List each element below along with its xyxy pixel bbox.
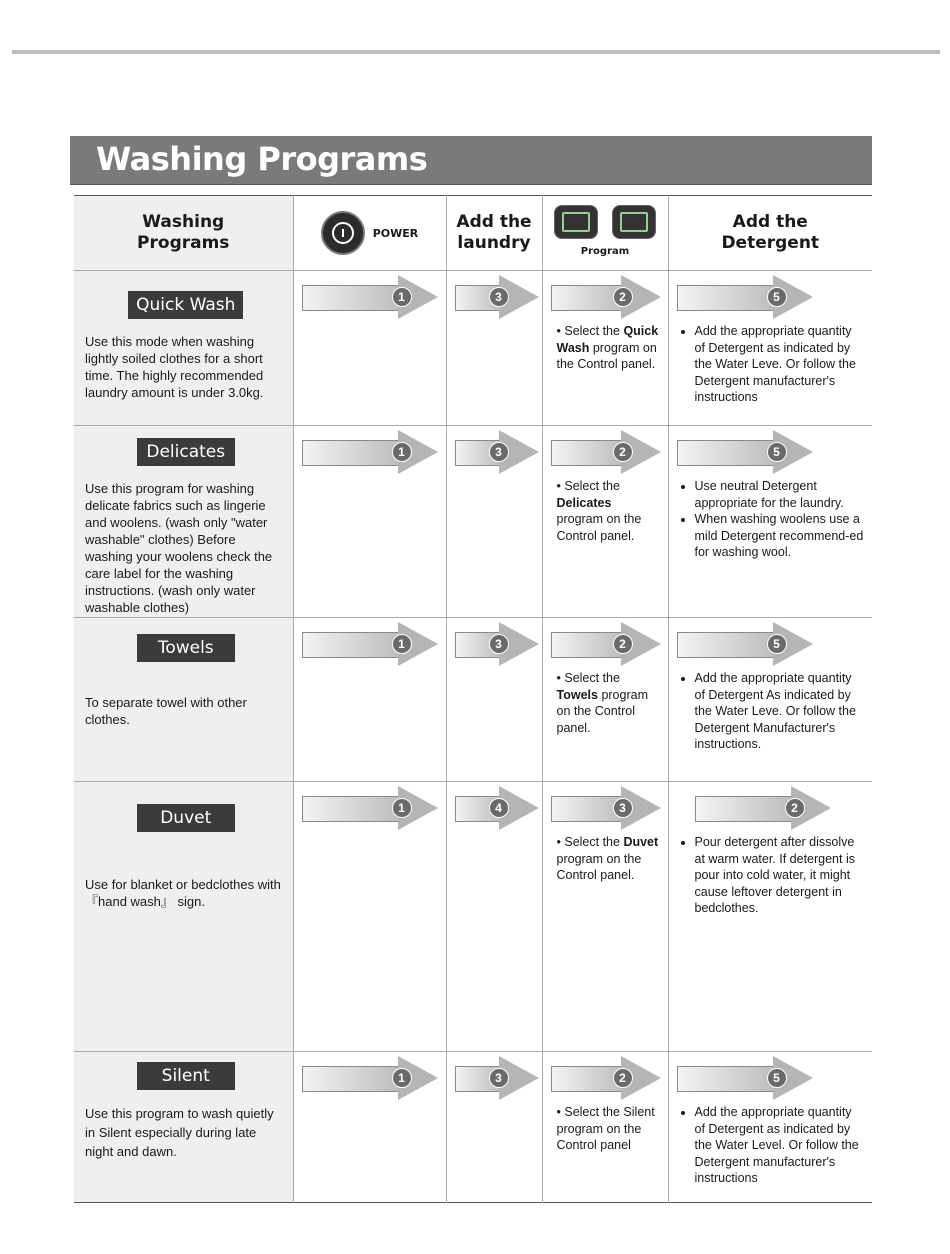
step-number: 5 (767, 287, 787, 307)
step-number: 2 (613, 287, 633, 307)
step-number: 2 (613, 1068, 633, 1088)
program-name-badge: Quick Wash (128, 291, 243, 319)
laundry-step-cell (446, 782, 542, 1052)
program-row (74, 782, 872, 1052)
program-row (74, 618, 872, 782)
detergent-step-cell (668, 271, 872, 426)
power-step-cell (293, 618, 446, 782)
program-cell (74, 782, 293, 1052)
program-step-cell (542, 782, 668, 1052)
header-washing-programs: Washing Programs (74, 196, 293, 271)
detergent-note: • Use neutral Detergent appropriate for the laundry. (695, 478, 865, 511)
program-cell (74, 618, 293, 782)
step-arrow (677, 430, 815, 474)
detergent-note: • Pour detergent after dissolve at warm water. If detergent is pour into cold water, it might cause leftover detergent in bedclothes. (695, 834, 865, 917)
step-arrow (695, 786, 833, 830)
laundry-step-cell (446, 618, 542, 782)
program-name-badge: Duvet (137, 804, 235, 832)
step-arrow (677, 275, 815, 319)
step-arrow (302, 622, 440, 666)
power-step-cell (293, 426, 446, 618)
select-instruction: • Select the Towels program on the Control panel. (556, 671, 648, 735)
program-name-badge: Silent (137, 1062, 235, 1090)
step-number: 3 (489, 634, 509, 654)
step-number: 3 (489, 442, 509, 462)
program-cell (74, 1052, 293, 1203)
step-number: 2 (785, 798, 805, 818)
select-instruction: • Select the Duvet program on the Control panel. (556, 835, 659, 882)
power-step-cell (293, 271, 446, 426)
step-number: 1 (392, 798, 412, 818)
header-add-laundry: Add the laundry (446, 196, 542, 271)
header-program (542, 196, 668, 271)
step-number: 2 (613, 634, 633, 654)
program-name-badge: Delicates (137, 438, 235, 466)
program-label: Program (580, 245, 630, 257)
header-add-detergent: Add the Detergent (668, 196, 872, 271)
step-number: 4 (489, 798, 509, 818)
step-number: 3 (489, 1068, 509, 1088)
step-arrow (551, 786, 663, 830)
header-row (74, 196, 872, 271)
program-1-icon (554, 205, 598, 239)
power-step-cell (293, 782, 446, 1052)
program-description: Use this program for washing delicate fabrics such as lingerie and woolens. (wash only "water washable" clothes) Before washing your woolens check the care label for the washing instructions. (wash only water washable clothes) (85, 481, 273, 615)
power-step-cell (293, 1052, 446, 1203)
step-arrow (677, 622, 815, 666)
page-title: Washing Programs (96, 140, 428, 178)
step-arrow (551, 1056, 663, 1100)
program-row (74, 1052, 872, 1203)
step-arrow (551, 430, 663, 474)
laundry-step-cell (446, 271, 542, 426)
detergent-step-cell (668, 1052, 872, 1203)
step-arrow (455, 275, 539, 319)
power-label: POWER (372, 226, 419, 240)
step-arrow (455, 622, 539, 666)
step-arrow (302, 786, 440, 830)
step-arrow (677, 1056, 815, 1100)
detergent-note: • Add the appropriate quantity of Detergent As indicated by the Water Leve. Or follow the Detergent Manufacturer's instructions. (695, 670, 865, 753)
detergent-note: • Add the appropriate quantity of Detergent as indicated by the Water Leve. Or follow the Detergent manufacturer's instructions (695, 323, 865, 406)
detergent-note: • When washing woolens use a mild Detergent recommend-ed for washing wool. (695, 511, 865, 561)
top-rule (12, 50, 940, 54)
program-description: Use this program to wash quietly in Silent especially during late night and dawn. (85, 1106, 274, 1159)
step-number: 1 (392, 287, 412, 307)
detergent-note: • Add the appropriate quantity of Detergent as indicated by the Water Level. Or follow the Detergent manufacturer's instructions (695, 1104, 865, 1187)
title-banner (70, 136, 872, 184)
step-arrow (551, 275, 663, 319)
step-arrow (302, 275, 440, 319)
program-cell (74, 426, 293, 618)
program-cell (74, 271, 293, 426)
detergent-step-cell (668, 782, 872, 1052)
laundry-step-cell (446, 426, 542, 618)
detergent-step-cell (668, 426, 872, 618)
program-description: Use for blanket or bedclothes with 『hand wash』 sign. (85, 877, 281, 909)
program-step-cell (542, 426, 668, 618)
program-row (74, 426, 872, 618)
program-2-icon (612, 205, 656, 239)
step-arrow (302, 430, 440, 474)
program-description: Use this mode when washing lightly soiled clothes for a short time. The highly recommended laundry amount is under 3.0kg. (85, 334, 264, 400)
step-number: 5 (767, 1068, 787, 1088)
step-arrow (455, 1056, 539, 1100)
program-step-cell (542, 1052, 668, 1203)
program-row (74, 271, 872, 426)
program-description: To separate towel with other clothes. (85, 695, 247, 727)
step-number: 1 (392, 442, 412, 462)
step-arrow (302, 1056, 440, 1100)
step-arrow (455, 430, 539, 474)
step-number: 3 (613, 798, 633, 818)
step-number: 1 (392, 1068, 412, 1088)
step-number: 5 (767, 634, 787, 654)
programs-table (74, 195, 872, 1203)
select-instruction: • Select the Quick Wash program on the Control panel. (556, 324, 659, 371)
select-instruction: • Select the Silent program on the Control panel (556, 1105, 655, 1152)
header-power (293, 196, 446, 271)
program-step-cell (542, 618, 668, 782)
step-arrow (551, 622, 663, 666)
step-number: 5 (767, 442, 787, 462)
step-number: 1 (392, 634, 412, 654)
laundry-step-cell (446, 1052, 542, 1203)
select-instruction: • Select the Delicates program on the Control panel. (556, 479, 642, 543)
step-number: 3 (489, 287, 509, 307)
program-step-cell (542, 271, 668, 426)
program-name-badge: Towels (137, 634, 235, 662)
detergent-step-cell (668, 618, 872, 782)
step-arrow (455, 786, 539, 830)
power-icon (321, 211, 365, 255)
step-number: 2 (613, 442, 633, 462)
